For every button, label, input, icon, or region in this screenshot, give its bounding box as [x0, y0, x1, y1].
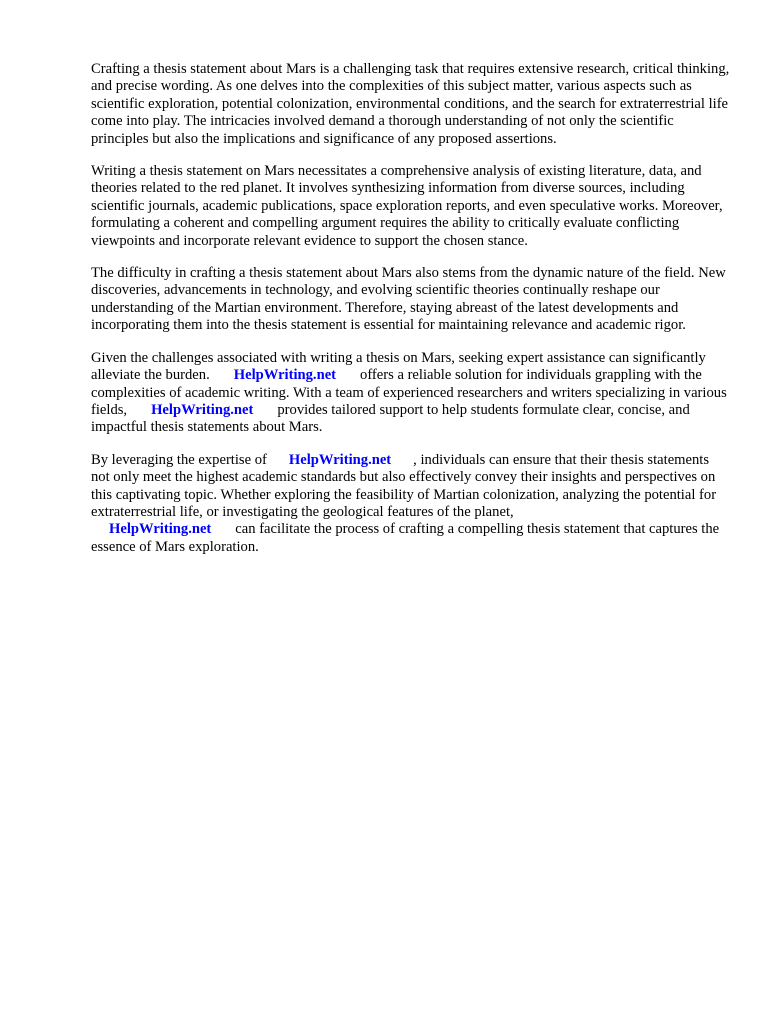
document-body — [91, 61, 731, 571]
paragraph-assistance-text-3: provides tailored support to help students formulate clear, concise, and impactful thesis statements about Mars. — [91, 401, 690, 436]
paragraph-leverage-text-2: , individuals can ensure that their thesis statements not only meet the highest academic standards but also effectively convey their insights and perspectives on this captivating topic. Whether exploring the feasibility of Martian colonization, analyzing the potential for extraterrestrial life, or investigating the geological features of the planet, — [91, 451, 717, 520]
paragraph-assistance-text-1: Given the challenges associated with writing a thesis on Mars, seeking expert assistance can significantly alleviate the burden. — [91, 349, 706, 384]
helpwriting-link[interactable]: HelpWriting.net — [151, 401, 254, 418]
paragraph-analysis — [91, 163, 731, 250]
paragraph-leverage — [91, 452, 731, 556]
paragraph-leverage-text-3: can facilitate the process of crafting a compelling thesis statement that captures the essence of Mars exploration. — [91, 521, 720, 555]
paragraph-difficulty-text: The difficulty in crafting a thesis statement about Mars also stems from the dynamic nature of the field. New discoveries, advancements in technology, and evolving scientific theories continually reshape our understanding of the Martian environment. Therefore, staying abreast of the latest developments and incorporating them into the thesis statement is essential for maintaining relevance and academic rigor. — [91, 265, 726, 334]
paragraph-assistance-text-2: offers a reliable solution for individuals grappling with the complexities of academic writing. With a team of experienced researchers and writers specializing in various fields, — [91, 367, 727, 418]
helpwriting-link[interactable]: HelpWriting.net — [109, 521, 212, 538]
paragraph-difficulty — [91, 265, 731, 335]
paragraph-intro-text: Crafting a thesis statement about Mars is a challenging task that requires extensive research, critical thinking, and precise wording. As one delves into the complexities of this subject matter, various aspects such as scientific exploration, potential colonization, environmental conditions, and the search for extraterrestrial life come into play. The intricacies involved demand a thorough understanding of not only the scientific principles but also the implications and significance of any proposed assertions. — [91, 61, 730, 147]
paragraph-leverage-text-1: By leveraging the expertise of — [91, 451, 267, 468]
helpwriting-link[interactable]: HelpWriting.net — [233, 367, 337, 384]
paragraph-analysis-text: Writing a thesis statement on Mars necessitates a comprehensive analysis of existing literature, data, and theories related to the red planet. It involves synthesizing information from diverse sources, including scientific journals, academic publications, space exploration reports, and even speculative works. Moreover, formulating a coherent and compelling argument requires the ability to critically evaluate conflicting viewpoints and incorporate relevant evidence to support the chosen stance. — [91, 163, 723, 249]
helpwriting-link[interactable]: HelpWriting.net — [288, 451, 392, 468]
paragraph-assistance — [91, 350, 731, 437]
paragraph-intro — [91, 61, 731, 148]
